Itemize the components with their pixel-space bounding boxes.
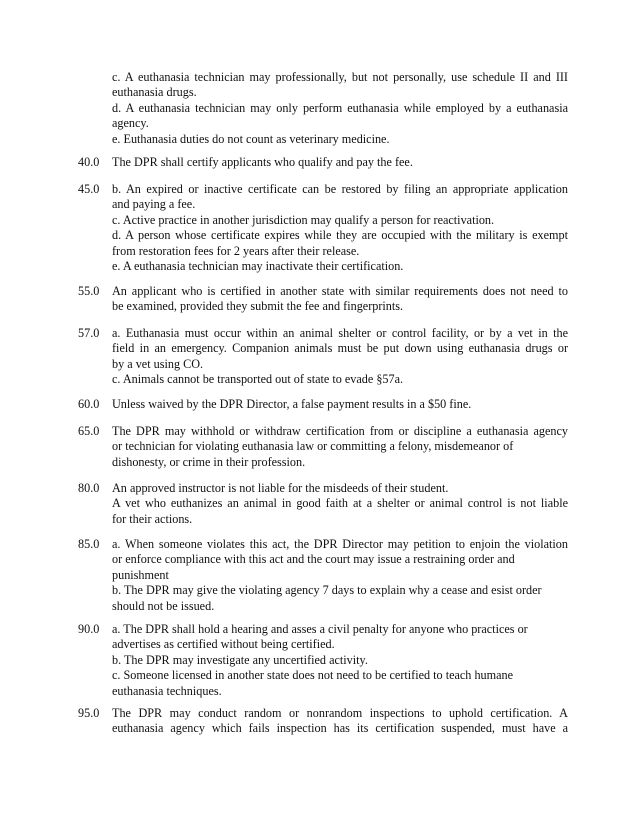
text-line: b. The DPR may investigate any uncertified activity. xyxy=(112,652,368,667)
text-line: advertises as certified without being certified. xyxy=(112,637,335,652)
text-line: be examined, provided they submit the fee and fingerprints. xyxy=(112,299,404,314)
section-95 xyxy=(78,706,568,737)
section-90 xyxy=(78,622,568,699)
text-line: a. Euthanasia must occur within an animal shelter or control facility, or by a vet in the xyxy=(112,326,568,340)
text-line: A vet who euthanizes an animal in good faith at a shelter or animal control is not liable xyxy=(112,496,568,511)
section-65 xyxy=(78,424,568,470)
section-body xyxy=(112,424,568,470)
section-body xyxy=(112,284,568,315)
section-body xyxy=(112,397,568,412)
section-body xyxy=(112,326,568,388)
text-line: for their actions. xyxy=(112,511,193,526)
section-57 xyxy=(78,326,568,388)
section-number: 55.0 xyxy=(78,284,100,298)
text-line: or enforce compliance with this act and the court may issue a restraining order and xyxy=(112,552,515,567)
section-number: 40.0 xyxy=(78,155,100,169)
text-line: by a vet using CO. xyxy=(112,356,204,371)
text-line: punishment xyxy=(112,567,169,582)
text-line: d. A person whose certificate expires while they are occupied with the military is exempt xyxy=(112,228,568,243)
text-line: should not be issued. xyxy=(112,598,215,613)
section-80 xyxy=(78,481,568,527)
text-line: c. Active practice in another jurisdiction may qualify a person for reactivation. xyxy=(112,212,495,227)
section-number: 95.0 xyxy=(78,706,100,720)
text-line: a. The DPR shall hold a hearing and asses a civil penalty for anyone who practices or xyxy=(112,622,528,636)
text-line: e. Euthanasia duties do not count as veterinary medicine. xyxy=(112,131,390,146)
section-number: 57.0 xyxy=(78,326,100,340)
text-line: d. A euthanasia technician may only perform euthanasia while employed by a euthanasia xyxy=(112,100,568,115)
text-line: field in an emergency. Companion animals must be put down using euthanasia drugs or xyxy=(112,341,568,356)
section-body xyxy=(112,537,568,614)
text-line: euthanasia drugs. xyxy=(112,85,197,100)
text-line: b. An expired or inactive certificate can be restored by filing an appropriate application xyxy=(112,182,568,196)
section-number: 65.0 xyxy=(78,424,100,438)
section-body xyxy=(112,706,568,737)
text-line: euthanasia techniques. xyxy=(112,683,222,698)
text-line: The DPR may withhold or withdraw certification from or discipline a euthanasia agency xyxy=(112,424,568,438)
section-number: 80.0 xyxy=(78,481,100,495)
section-body xyxy=(112,70,568,147)
section-number: 45.0 xyxy=(78,182,100,196)
text-line: euthanasia agency which fails inspection has its certification suspended, must have a xyxy=(112,721,568,736)
text-line: or technician for violating euthanasia law or committing a felony, misdemeanor of xyxy=(112,439,514,454)
section-40 xyxy=(78,155,568,170)
section-number: 60.0 xyxy=(78,397,100,411)
section-45 xyxy=(78,182,568,274)
section-body xyxy=(112,182,568,274)
section-body xyxy=(112,622,568,699)
section-55 xyxy=(78,284,568,315)
section-number: 90.0 xyxy=(78,622,100,636)
section-85 xyxy=(78,537,568,614)
text-line: from restoration fees for 2 years after their release. xyxy=(112,243,360,258)
section-60 xyxy=(78,397,568,412)
text-line: and paying a fee. xyxy=(112,197,196,212)
text-line: c. Animals cannot be transported out of state to evade §57a. xyxy=(112,372,404,387)
text-line: An applicant who is certified in another state with similar requirements does not need to xyxy=(112,284,568,298)
text-line: a. When someone violates this act, the DPR Director may petition to enjoin the violation xyxy=(112,537,568,551)
section-body xyxy=(112,155,568,170)
section-continuation xyxy=(78,70,568,147)
text-line: The DPR may conduct random or nonrandom inspections to uphold certification. A xyxy=(112,706,568,720)
text-line: dishonesty, or crime in their profession. xyxy=(112,454,306,469)
text-line: c. A euthanasia technician may professionally, but not personally, use schedule II and III xyxy=(112,70,568,84)
text-line: c. Someone licensed in another state does not need to be certified to teach humane xyxy=(112,668,514,683)
section-body xyxy=(112,481,568,527)
text-line: Unless waived by the DPR Director, a false payment results in a $50 fine. xyxy=(112,397,472,411)
text-line: agency. xyxy=(112,116,149,131)
text-line: An approved instructor is not liable for the misdeeds of their student. xyxy=(112,481,449,495)
section-number: 85.0 xyxy=(78,537,100,551)
text-line: e. A euthanasia technician may inactivate their certification. xyxy=(112,259,404,274)
text-line: The DPR shall certify applicants who qualify and pay the fee. xyxy=(112,155,413,169)
text-line: b. The DPR may give the violating agency 7 days to explain why a cease and esist order xyxy=(112,583,542,598)
